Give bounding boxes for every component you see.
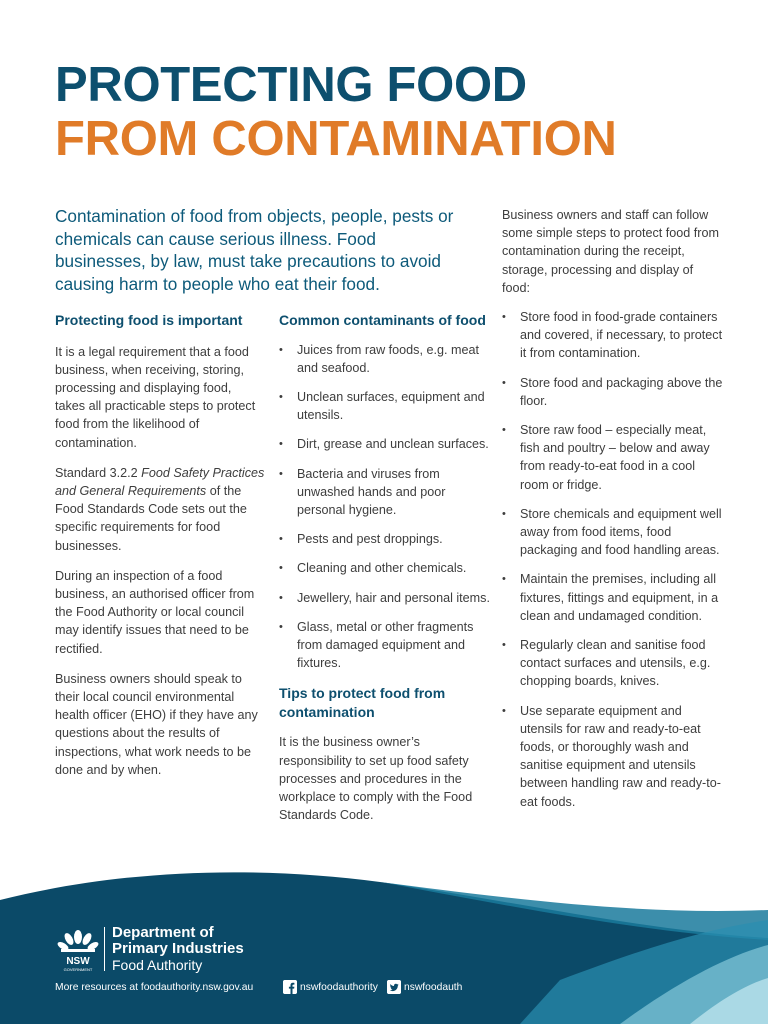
list-item: • Store food in food-grade containers and covered, if necessary, to protect it from contamination. [502, 308, 724, 363]
paragraph-simple-steps: Business owners and staff can follow some simple steps to protect food from contamination during the receipt, storage, processing and display of food: [502, 208, 719, 295]
list-item: • Cleaning and other chemicals. [279, 559, 491, 577]
standard-title: Food Safety Practices and General Requirements [55, 465, 265, 498]
resources-link[interactable]: More resources at foodauthority.nsw.gov.au [55, 982, 254, 993]
list-item: • Store food and packaging above the floor. [502, 374, 724, 410]
list-item: • Glass, metal or other fragments from damaged equipment and fixtures. [279, 618, 491, 673]
list-item: • Bacteria and viruses from unwashed hands and poor personal hygiene. [279, 465, 491, 520]
heading-common-contaminants: Common contaminants of food [279, 312, 486, 328]
column-simple-steps [502, 206, 724, 811]
intro-text: Contamination of food from objects, people, pests or chemicals can cause serious illness. Food businesses, by law, must take precautions to avoid causing harm to people who eat their food. [55, 206, 454, 294]
title-line-1: PROTECTING FOOD [55, 58, 527, 112]
steps-list [502, 308, 724, 811]
logo-government-text: GOVERNMENT [63, 967, 93, 972]
list-item: • Juices from raw foods, e.g. meat and seafood. [279, 341, 491, 377]
column-contaminants [279, 311, 491, 824]
list-item: • Regularly clean and sanitise food contact surfaces and utensils, e.g. chopping boards, knives. [502, 636, 724, 691]
paragraph-standard [55, 464, 265, 555]
twitter-link[interactable] [387, 980, 462, 994]
facebook-handle: nswfoodauthority [300, 981, 378, 993]
heading-protecting-food: Protecting food is important [55, 312, 243, 328]
paragraph-eho: Business owners should speak to their local council environmental health officer (EHO) if they have any questions about the results of inspections, what work needs to be done and by when. [55, 671, 258, 777]
heading-tips: Tips to protect food from contamination [279, 685, 446, 720]
list-item: • Dirt, grease and unclean surfaces. [279, 435, 491, 453]
list-item: • Use separate equipment and utensils for raw and ready-to-eat foods, or thoroughly wash and sanitise equipment and utensils between handling raw and ready-to-eat foods. [502, 702, 724, 811]
title-line-2: FROM CONTAMINATION [55, 112, 617, 166]
standard-prefix: Standard 3.2.2 [55, 465, 142, 480]
list-item: • Maintain the premises, including all fixtures, fittings and equipment, in a clean and undamaged condition. [502, 570, 724, 625]
dept-line-1: Department of [112, 924, 214, 941]
standard-suffix: of the Food Standards Code sets out the specific requirements for food businesses. [55, 483, 247, 553]
list-item: • Store raw food – especially meat, fish and poultry – below and away from ready-to-eat food in a cool room or fridge. [502, 421, 724, 494]
list-item: • Unclean surfaces, equipment and utensils. [279, 388, 491, 424]
facebook-icon [283, 980, 297, 994]
page-title [55, 58, 617, 166]
logo-divider [104, 927, 105, 971]
dept-line-2: Primary Industries [112, 940, 244, 957]
paragraph-inspection: During an inspection of a food business, an authorised officer from the Food Authority or local council may identify issues that need to be rectified. [55, 568, 255, 656]
facebook-link[interactable] [283, 980, 378, 994]
paragraph-legal-requirement: It is a legal requirement that a food business, when receiving, storing, processing and displaying food, takes all practicable steps to protect food from the likelihood of contamination. [55, 344, 256, 450]
logo-nsw-text: NSW [66, 956, 90, 967]
twitter-icon [387, 980, 401, 994]
contaminants-list [279, 341, 491, 673]
nsw-waratah-logo [55, 925, 101, 973]
list-item: • Jewellery, hair and personal items. [279, 589, 491, 607]
list-item: • Pests and pest droppings. [279, 530, 491, 548]
paragraph-tips: It is the business owner’s responsibility to set up food safety processes and procedures in the workplace to comply with the Food Standards Code. [279, 735, 473, 823]
column-protecting-food [55, 311, 265, 779]
twitter-handle: nswfoodauth [404, 981, 463, 993]
dept-line-3: Food Authority [112, 957, 203, 973]
list-item: • Store chemicals and equipment well away from food items, food packaging and food handling areas. [502, 505, 724, 560]
department-name [112, 925, 244, 973]
